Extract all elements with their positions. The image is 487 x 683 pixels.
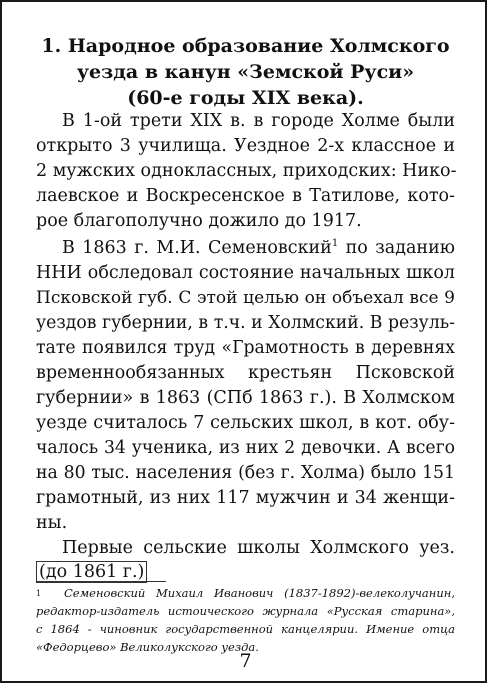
footnote-reference: 1 — [331, 238, 339, 250]
paragraph-1-line: лаевское и Воскресенское в Татилове, кото- — [36, 186, 455, 206]
paragraph-2-line: Псковской губ. С этой целью он объехал все 9 — [36, 288, 455, 308]
footnote-separator — [36, 581, 166, 582]
paragraph-2-first-line — [62, 236, 455, 260]
paragraph-2-line: временнообязанных крестьян Псковской — [36, 363, 455, 383]
boxed-date-note: (до 1861 г.) — [36, 561, 147, 583]
footnote-line: редактор-издатель истоического журнала «Русская старина», — [36, 604, 455, 618]
paragraph-2-line: губернии» в 1863 (СПб 1863 г.). В Холмском — [36, 388, 455, 408]
paragraph-2-line: тате появился труд «Грамотность в деревнях — [36, 338, 455, 358]
section-heading-line-3: (60-е годы XIX века). — [127, 87, 364, 109]
paragraph-3-line: Первые сельские школы Холмского уез. — [62, 538, 455, 558]
paragraph-2-text: В 1863 г. М.И. Семеновский — [62, 238, 332, 258]
paragraph-2-line: грамотный, из них 117 мужчин и 34 женщи- — [36, 488, 455, 508]
section-heading-line-2: уезда в канун «Земской Руси» — [76, 61, 415, 83]
paragraph-2-line: ны. — [36, 513, 68, 533]
paragraph-1-line: рое благополучно дожило до 1917. — [36, 211, 362, 231]
footnote-line: с 1864 - чиновник государственной канцелярии. Имение отца — [36, 622, 455, 636]
paragraph-2-line: на 80 тыс. населения (без г. Холма) было 151 — [36, 463, 455, 483]
paragraph-1-line: В 1-ой трети XIX в. в городе Холме были — [62, 111, 455, 131]
footnote-number: 1 — [36, 589, 42, 598]
paragraph-2-text: по заданию — [345, 238, 455, 258]
footnote-line: Семеновский Михаил Иванович (1837-1892)-велеколучанин, — [64, 586, 455, 600]
paragraph-2-line: уездов губернии, в т.ч. и Холмский. В резуль- — [36, 313, 455, 333]
section-heading-line-1: 1. Народное образование Холмского — [41, 35, 450, 57]
paragraph-2-line: уезде считалось 7 сельских школ, в кот. обу- — [36, 413, 455, 433]
footnote-line: «Федорцево» Великолукского уезда. — [36, 640, 259, 654]
paragraph-2-line: чалось 34 ученика, из них 2 девочки. А всего — [36, 438, 455, 458]
paragraph-1-line: 2 мужских одноклассных, приходских: Нико- — [36, 161, 457, 181]
page-number: 7 — [239, 650, 252, 672]
paragraph-1-line: открыто 3 училища. Уездное 2-х классное и — [36, 136, 455, 156]
paragraph-2-line: ННИ обследовал состояние начальных школ — [36, 263, 455, 283]
